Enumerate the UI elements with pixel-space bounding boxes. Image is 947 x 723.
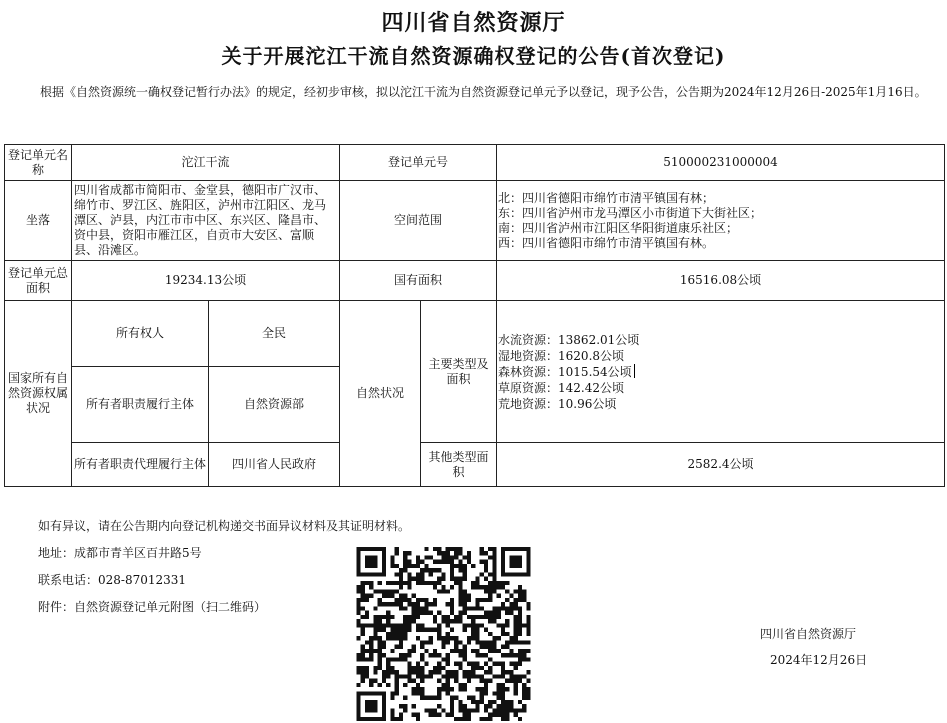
duty-owner-value: 自然资源部 <box>209 367 340 443</box>
boundary-west: 西：四川省德阳市绵竹市清平镇国有林。 <box>498 235 715 250</box>
unit-name-label: 登记单元名称 <box>5 145 72 181</box>
location-value: 四川省成都市简阳市、金堂县，德阳市广汉市、绵竹市、罗江区、旌阳区，泸州市江阳区、龙马潭区、泸县，内江市市中区、东兴区、隆昌市、资中县，资阳市雁江区，自贡市大安区、富顺县、沿滩区。 <box>72 181 340 261</box>
agent-value: 四川省人民政府 <box>209 443 340 487</box>
state-area-value: 16516.08公顷 <box>497 261 945 301</box>
other-area-value: 2582.4公顷 <box>497 443 945 487</box>
address-line: 地址：成都市青羊区百井路5号 <box>38 546 202 560</box>
phone-line: 联系电话：028-87012331 <box>38 573 187 587</box>
qr-code-image[interactable] <box>356 547 531 721</box>
issuer-name: 四川省自然资源厅 <box>760 627 857 641</box>
space-label: 空间范围 <box>340 181 497 261</box>
table-row <box>5 181 945 261</box>
agent-label: 所有者职责代理履行主体 <box>72 443 209 487</box>
resource-grassland: 草原资源：142.42公顷 <box>498 380 625 395</box>
state-area-label: 国有面积 <box>340 261 497 301</box>
text-cursor <box>634 364 635 378</box>
registration-table <box>4 144 945 487</box>
unit-name-value: 沱江干流 <box>72 145 340 181</box>
boundary-list <box>497 181 945 261</box>
total-area-value: 19234.13公顷 <box>72 261 340 301</box>
other-types-label: 其他类型面积 <box>421 443 497 487</box>
unit-no-value: 510000231000004 <box>497 145 945 181</box>
table-row <box>5 443 945 487</box>
page-subtitle: 关于开展沱江干流自然资源确权登记的公告(首次登记) <box>221 44 726 68</box>
intro-paragraph: 根据《自然资源统一确权登记暂行办法》的规定，经初步审核，拟以沱江干流为自然资源登记单元予以登记，现予公告，公告期为2024年12月26日-2025年1月16日。 <box>40 85 927 99</box>
total-area-label: 登记单元总面积 <box>5 261 72 301</box>
resource-wasteland: 荒地资源：10.96公顷 <box>498 396 617 411</box>
owner-value: 全民 <box>209 301 340 367</box>
main-types-label: 主要类型及面积 <box>421 301 497 443</box>
boundary-east: 东：四川省泸州市龙马潭区小市街道下大街社区； <box>498 205 763 220</box>
resource-wetland: 湿地资源：1620.8公顷 <box>498 348 625 363</box>
resource-forest: 森林资源：1015.54公顷 <box>498 364 942 380</box>
table-row <box>5 301 945 367</box>
objection-note: 如有异议，请在公告期内向登记机构递交书面异议材料及其证明材料。 <box>38 519 411 533</box>
issue-date: 2024年12月26日 <box>770 653 868 667</box>
attachment-line: 附件：自然资源登记单元附图（扫二维码） <box>38 600 267 614</box>
ownership-label: 国家所有自然资源权属状况 <box>5 301 72 487</box>
owner-label: 所有权人 <box>72 301 209 367</box>
boundary-south: 南：四川省泸州市江阳区华阳街道康乐社区； <box>498 220 739 235</box>
table-row <box>5 261 945 301</box>
unit-no-label: 登记单元号 <box>340 145 497 181</box>
table-row <box>5 145 945 181</box>
boundary-north: 北：四川省德阳市绵竹市清平镇国有林； <box>498 190 715 205</box>
duty-owner-label: 所有者职责履行主体 <box>72 367 209 443</box>
location-label: 坐落 <box>5 181 72 261</box>
resource-water: 水流资源：13862.01公顷 <box>498 332 640 347</box>
page-title: 四川省自然资源厅 <box>381 10 566 36</box>
natural-status-label: 自然状况 <box>340 301 421 487</box>
resources-list <box>497 301 945 443</box>
